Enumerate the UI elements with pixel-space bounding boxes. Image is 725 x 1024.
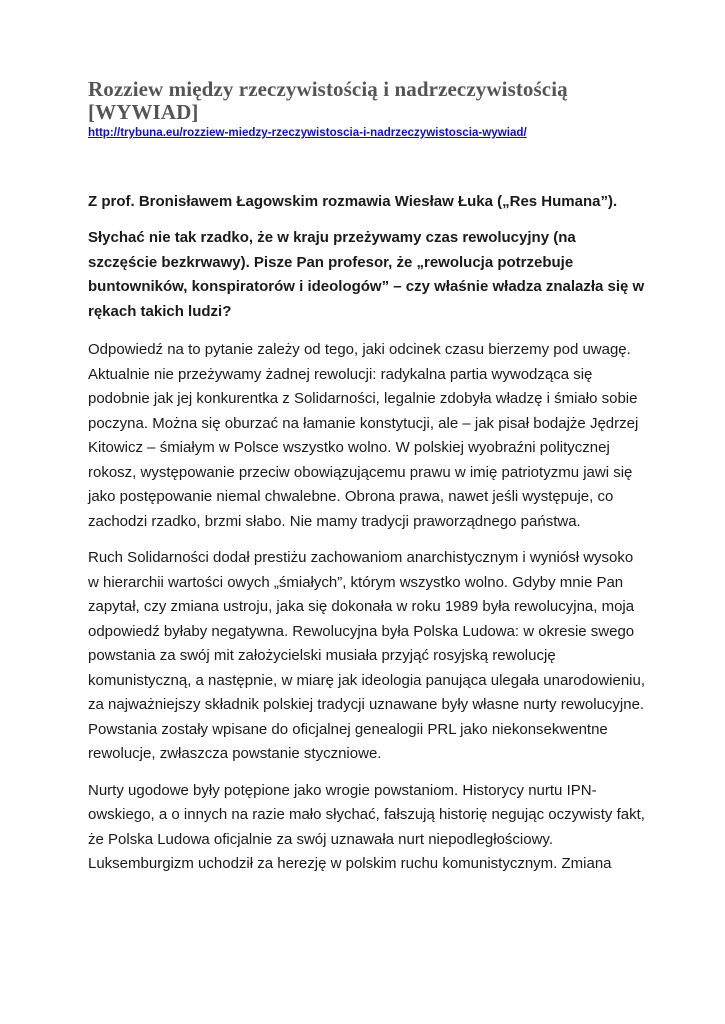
source-link[interactable]: http://trybuna.eu/rozziew-miedzy-rzeczywistoscia-i-nadrzeczywistoscia-wywiad/ (88, 126, 527, 139)
interview-intro: Z prof. Bronisławem Łagowskim rozmawia Wiesław Łuka („Res Humana”). (88, 193, 618, 210)
article-title: Rozziew między rzeczywistością i nadrzeczywistością [WYWIAD] (88, 77, 568, 124)
answer-paragraph: Odpowiedź na to pytanie zależy od tego, jaki odcinek czasu bierzemy pod uwagę. Aktualnie nie przeżywamy żadnej rewolucji: radykalna partia wywodząca się podobnie jak jej konkurentka z Solidarności, legalnie zdobyła władzę i śmiało sobie poczyna. Można się oburzać na łamanie konstytucji, ale – jak pisał bodajże Jędrzej Kitowicz – śmiałym w Polsce wszystko wolno. W polskiej wyobraźni politycznej rokosz, występowanie przeciw obowiązującemu prawu w imię patriotyzmu jawi się jako postępowanie niemal chwalebne. Obrona prawa, nawet jeśli występuje, co zachodzi rzadko, brzmi słabo. Nie mamy tradycji praworządnego państwa. (88, 341, 639, 530)
answer-paragraph: Nurty ugodowe były potępione jako wrogie powstaniom. Historycy nurtu IPN-owskiego, a o innych na razie mało słychać, fałszują historię negując oczywisty fakt, że Polska Ludowa oficjalnie za swój uznawała nurt niepodległościowy. Luksemburgizm uchodził za herezję w polskim ruchu komunistycznym. Zmiana (88, 781, 645, 872)
interview-question: Słychać nie tak rzadko, że w kraju przeżywamy czas rewolucyjny (na szczęście bezkrwawy). Pisze Pan profesor, że „rewolucja potrzebuje buntowników, konspiratorów i ideologów” – czy właśnie władza znalazła się w rękach takich ludzi? (88, 229, 645, 320)
document-page (88, 78, 648, 877)
answer-paragraph: Ruch Solidarności dodał prestiżu zachowaniom anarchistycznym i wyniósł wysoko w hierarchii wartości owych „śmiałych”, którym wszystko wolno. Gdyby mnie Pan zapytał, czy zmiana ustroju, jaka się dokonała w roku 1989 była rewolucyjna, moja odpowiedź byłaby negatywna. Rewolucyjna była Polska Ludowa: w okresie swego powstania za swój mit założycielski musiała przyjąć rosyjską rewolucję komunistyczną, a następnie, w miarę jak ideologia panująca ulegała unarodowieniu, za najważniejszy składnik polskiej tradycji uznawane były własne nurty rewolucyjne. Powstania zostały wpisane do oficjalnej genealogii PRL jako niekonsekwentne rewolucje, zwłaszcza powstanie styczniowe. (88, 549, 646, 762)
